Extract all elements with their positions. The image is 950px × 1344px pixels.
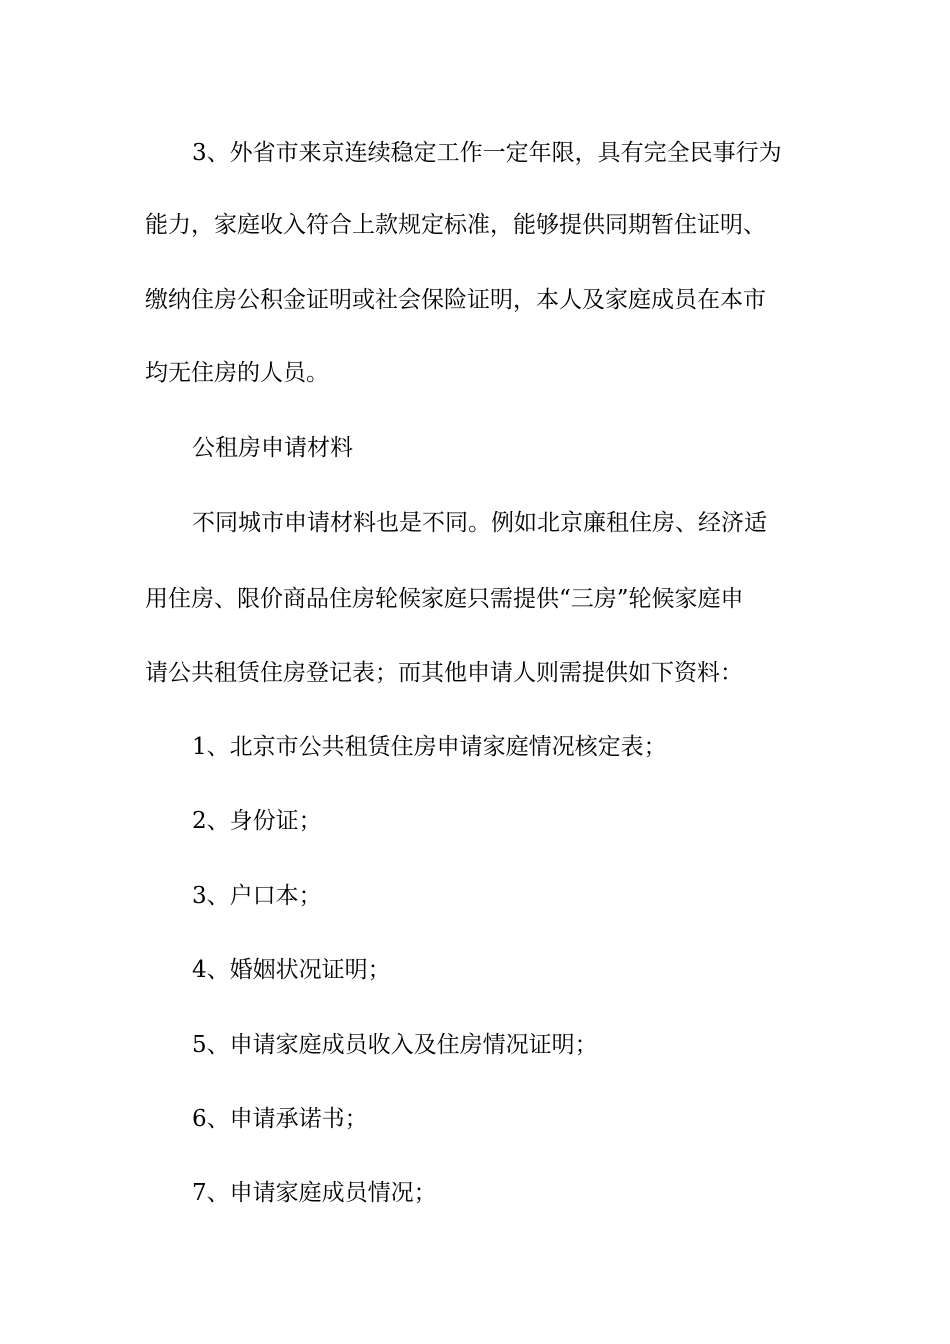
paragraph-2-line-1: 不同城市申请材料也是不同。例如北京廉租住房、经济适 <box>192 510 767 536</box>
paragraph-1-line-3: 缴纳住房公积金证明或社会保险证明，本人及家庭成员在本市 <box>145 287 766 313</box>
section-heading: 公租房申请材料 <box>192 435 353 461</box>
paragraph-1-line-1: 3、外省市来京连续稳定工作一定年限，具有完全民事行为 <box>192 140 782 166</box>
list-item: 2、身份证； <box>192 808 322 834</box>
list-item: 7、申请家庭成员情况； <box>192 1180 437 1206</box>
list-item: 5、申请家庭成员收入及住房情况证明； <box>192 1032 598 1058</box>
paragraph-2-line-2: 用住房、限价商品住房轮候家庭只需提供“三房”轮候家庭申 <box>145 586 744 612</box>
paragraph-2-line-3: 请公共租赁住房登记表；而其他申请人则需提供如下资料： <box>145 660 743 686</box>
paragraph-1-line-2: 能力，家庭收入符合上款规定标准，能够提供同期暂住证明、 <box>145 212 766 238</box>
list-item: 3、户口本； <box>192 883 322 909</box>
list-item: 4、婚姻状况证明； <box>192 957 391 983</box>
paragraph-1-line-4: 均无住房的人员。 <box>145 360 329 386</box>
list-item: 1、北京市公共租赁住房申请家庭情况核定表； <box>192 734 667 760</box>
list-item: 6、申请承诺书； <box>192 1106 368 1132</box>
